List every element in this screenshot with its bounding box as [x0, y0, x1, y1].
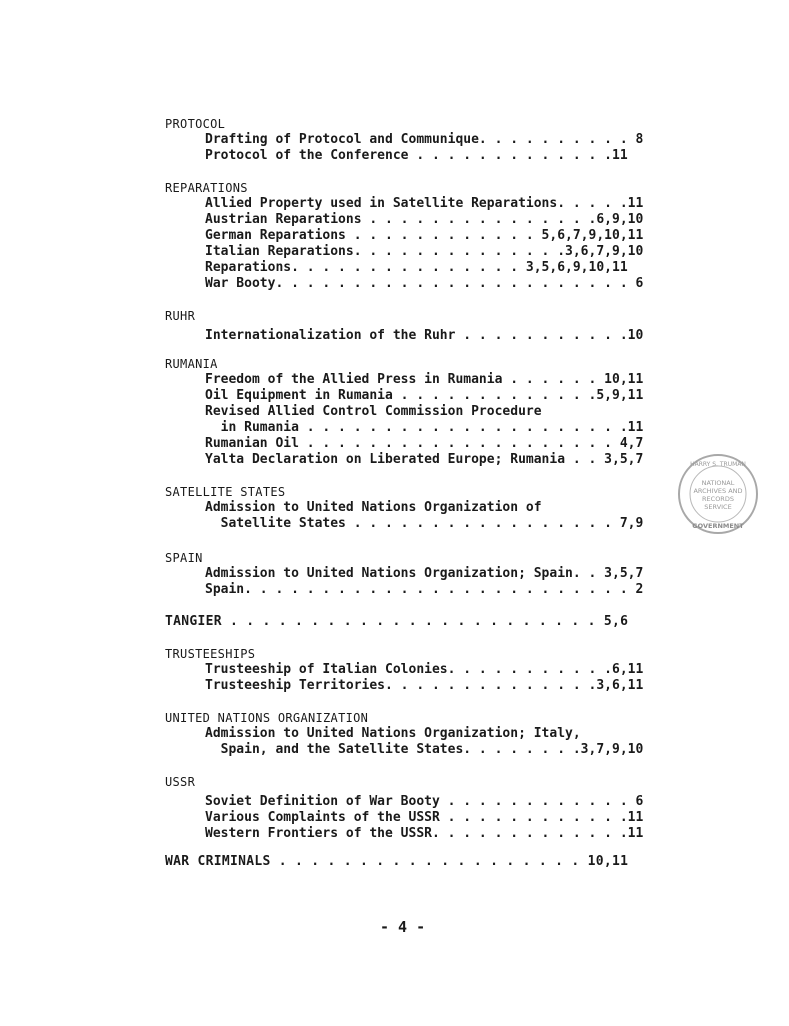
index-entry: Revised Allied Control Commission Procedure: [205, 404, 542, 419]
index-entry: Various Complaints of the USSR . . . . . . . . . . . .11: [205, 810, 644, 825]
index-entry: in Rumania . . . . . . . . . . . . . . . . . . . . .11: [205, 420, 644, 435]
section-heading: TANGIER . . . . . . . . . . . . . . . . . . . . . . . 5,6: [165, 614, 629, 629]
section-war-criminals: [165, 854, 665, 870]
index-entry: Allied Property used in Satellite Reparations. . . . .11: [205, 196, 644, 211]
index-entry: Italian Reparations. . . . . . . . . . . . . .3,6,7,9,10: [205, 244, 644, 259]
svg-text:RECORDS: RECORDS: [702, 495, 734, 503]
svg-text:NATIONAL: NATIONAL: [701, 479, 735, 487]
page-number: - 4 -: [380, 918, 426, 936]
section-trusteeships: [165, 646, 665, 694]
index-entry: Yalta Declaration on Liberated Europe; Rumania . . 3,5,7: [205, 452, 644, 467]
index-entry: Austrian Reparations . . . . . . . . . . . . . . .6,9,10: [205, 212, 644, 227]
index-entry: Reparations. . . . . . . . . . . . . . . 3,5,6,9,10,11: [205, 260, 628, 275]
section-heading: WAR CRIMINALS . . . . . . . . . . . . . . . . . . . 10,11: [165, 854, 629, 869]
index-entry: German Reparations . . . . . . . . . . . . 5,6,7,9,10,11: [205, 228, 644, 243]
section-heading: RUMANIA: [165, 357, 218, 371]
index-entry: Oil Equipment in Rumania . . . . . . . . . . . . .5,9,11: [205, 388, 644, 403]
section-ussr: [165, 774, 665, 842]
index-entry: Trusteeship Territories. . . . . . . . . . . . . .3,6,11: [205, 678, 644, 693]
section-heading: UNITED NATIONS ORGANIZATION: [165, 711, 369, 725]
section-tangier: [165, 614, 665, 630]
section-protocol: [165, 116, 665, 164]
svg-text:SERVICE: SERVICE: [704, 503, 732, 511]
svg-text:ARCHIVES AND: ARCHIVES AND: [693, 487, 743, 495]
section-heading: REPARATIONS: [165, 181, 248, 195]
index-entry: Rumanian Oil . . . . . . . . . . . . . . . . . . . . 4,7: [205, 436, 644, 451]
index-entry: Satellite States . . . . . . . . . . . . . . . . . 7,9: [205, 516, 644, 531]
section-rumania: [165, 356, 665, 468]
index-entry: Internationalization of the Ruhr . . . . . . . . . . .10: [205, 328, 644, 343]
index-entry: Freedom of the Allied Press in Rumania . . . . . . 10,11: [205, 372, 644, 387]
index-entry: Western Frontiers of the USSR. . . . . . . . . . . . .11: [205, 826, 644, 841]
section-heading: TRUSTEESHIPS: [165, 647, 256, 661]
section-satellite-states: [165, 484, 665, 532]
svg-text:GOVERNMENT: GOVERNMENT: [692, 522, 744, 530]
section-spain: [165, 550, 665, 598]
index-entry: Admission to United Nations Organization; Spain. . 3,5,7: [205, 566, 644, 581]
section-heading: SATELLITE STATES: [165, 485, 286, 499]
index-entry: Drafting of Protocol and Communique. . . . . . . . . . 8: [205, 132, 644, 147]
index-entry: Spain, and the Satellite States. . . . . . . .3,7,9,10: [205, 742, 644, 757]
section-heading: RUHR: [165, 309, 196, 323]
index-entry: Protocol of the Conference . . . . . . . . . . . . .11: [205, 148, 628, 163]
section-heading: SPAIN: [165, 551, 203, 565]
archives-stamp-icon: [676, 452, 760, 536]
section-heading: PROTOCOL: [165, 117, 226, 131]
section-united-nations-organization: [165, 710, 665, 758]
section-ruhr: [165, 308, 665, 344]
index-entry: War Booty. . . . . . . . . . . . . . . . . . . . . . . 6: [205, 276, 644, 291]
index-entry: Soviet Definition of War Booty . . . . . . . . . . . . 6: [205, 794, 644, 809]
index-entry: Trusteeship of Italian Colonies. . . . . . . . . . .6,11: [205, 662, 644, 677]
index-entry: Spain. . . . . . . . . . . . . . . . . . . . . . . . . 2: [205, 582, 644, 597]
index-entry: Admission to United Nations Organization; Italy,: [205, 726, 581, 741]
svg-text:HARRY S. TRUMAN: HARRY S. TRUMAN: [690, 461, 746, 468]
section-reparations: [165, 180, 665, 292]
index-entry: Admission to United Nations Organization of: [205, 500, 542, 515]
section-heading: USSR: [165, 775, 196, 789]
